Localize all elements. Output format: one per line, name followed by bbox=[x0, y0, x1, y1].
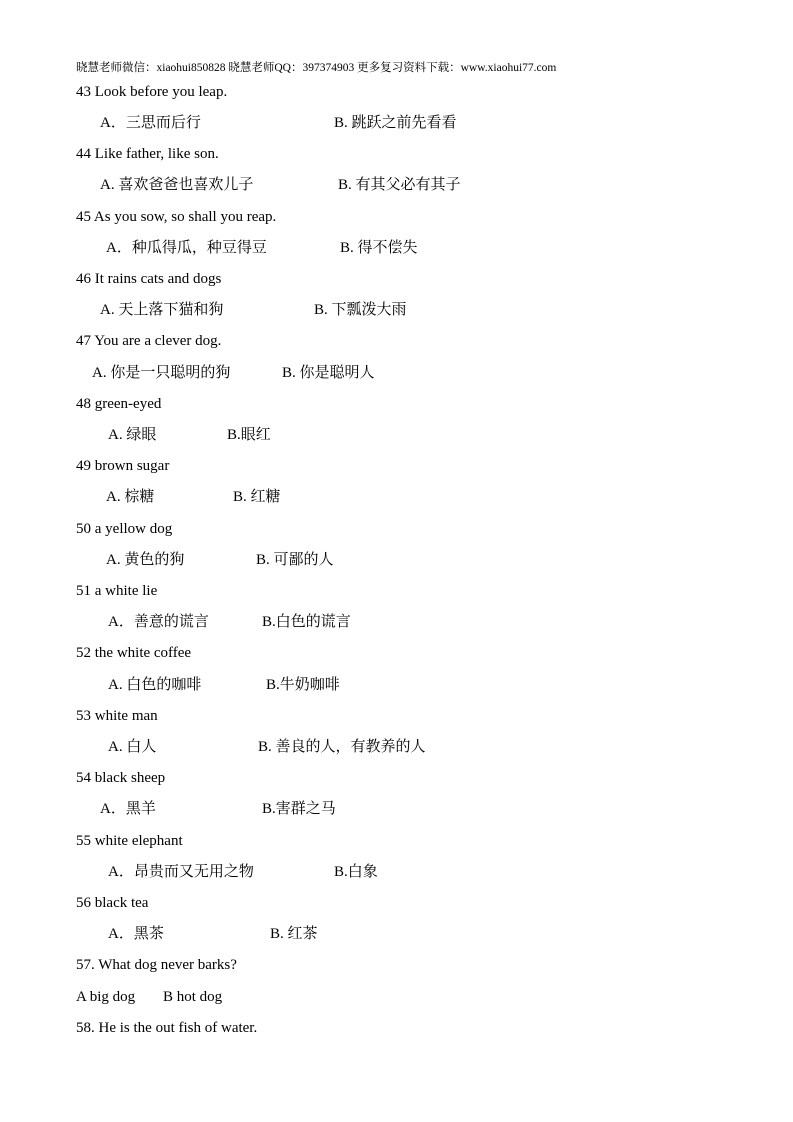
question-57: 57. What dog never barks? bbox=[76, 957, 237, 973]
question-46: 46 It rains cats and dogs bbox=[76, 271, 222, 287]
option-b-50: B. 可鄙的人 bbox=[256, 552, 334, 568]
option-a-46: A. 天上落下猫和狗 bbox=[100, 302, 224, 318]
question-44: 44 Like father, like son. bbox=[76, 146, 219, 162]
option-b-49: B. 红糖 bbox=[233, 489, 281, 505]
option-a-47: A. 你是一只聪明的狗 bbox=[92, 365, 231, 381]
option-b-56: B. 红茶 bbox=[270, 926, 318, 942]
question-58: 58. He is the out fish of water. bbox=[76, 1020, 258, 1036]
option-b-45: B. 得不偿失 bbox=[340, 240, 418, 256]
question-45: 45 As you sow, so shall you reap. bbox=[76, 209, 277, 225]
option-a-52: A. 白色的咖啡 bbox=[108, 677, 202, 693]
option-a-43: A．三思而后行 bbox=[100, 115, 201, 131]
option-a-57: A big dog bbox=[76, 989, 136, 1005]
option-b-43: B. 跳跃之前先看看 bbox=[334, 115, 457, 131]
question-52: 52 the white coffee bbox=[76, 645, 192, 661]
question-47: 47 You are a clever dog. bbox=[76, 333, 222, 349]
question-55: 55 white elephant bbox=[76, 833, 183, 849]
question-49: 49 brown sugar bbox=[76, 458, 170, 474]
option-b-51: B.白色的谎言 bbox=[262, 614, 351, 630]
option-a-51: A．善意的谎言 bbox=[108, 614, 209, 630]
option-b-53: B. 善良的人，有教养的人 bbox=[258, 739, 426, 755]
option-b-44: B. 有其父必有其子 bbox=[338, 177, 461, 193]
question-53: 53 white man bbox=[76, 708, 158, 724]
option-b-57: B hot dog bbox=[163, 989, 223, 1005]
option-b-47: B. 你是聪明人 bbox=[282, 365, 375, 381]
option-a-48: A. 绿眼 bbox=[108, 427, 157, 443]
question-50: 50 a yellow dog bbox=[76, 521, 173, 537]
option-a-56: A．黑茶 bbox=[108, 926, 164, 942]
option-a-55: A．昂贵而又无用之物 bbox=[108, 864, 254, 880]
page-header: 晓慧老师微信：xiaohui850828 晓慧老师QQ：397374903 更多复习资料下载：www.xiaohui77.com bbox=[76, 62, 557, 74]
option-b-52: B.牛奶咖啡 bbox=[266, 677, 340, 693]
question-51: 51 a white lie bbox=[76, 583, 158, 599]
question-54: 54 black sheep bbox=[76, 770, 166, 786]
question-43: 43 Look before you leap. bbox=[76, 84, 228, 100]
question-48: 48 green-eyed bbox=[76, 396, 162, 412]
option-b-54: B.害群之马 bbox=[262, 801, 336, 817]
option-a-44: A. 喜欢爸爸也喜欢儿子 bbox=[100, 177, 254, 193]
option-a-50: A. 黄色的狗 bbox=[106, 552, 185, 568]
option-a-45: A．种瓜得瓜，种豆得豆 bbox=[106, 240, 267, 256]
option-b-55: B.白象 bbox=[334, 864, 378, 880]
option-a-49: A. 棕糖 bbox=[106, 489, 155, 505]
option-b-48: B.眼红 bbox=[227, 427, 271, 443]
question-56: 56 black tea bbox=[76, 895, 149, 911]
option-a-54: A．黑羊 bbox=[100, 801, 156, 817]
option-a-53: A. 白人 bbox=[108, 739, 157, 755]
option-b-46: B. 下瓢泼大雨 bbox=[314, 302, 407, 318]
